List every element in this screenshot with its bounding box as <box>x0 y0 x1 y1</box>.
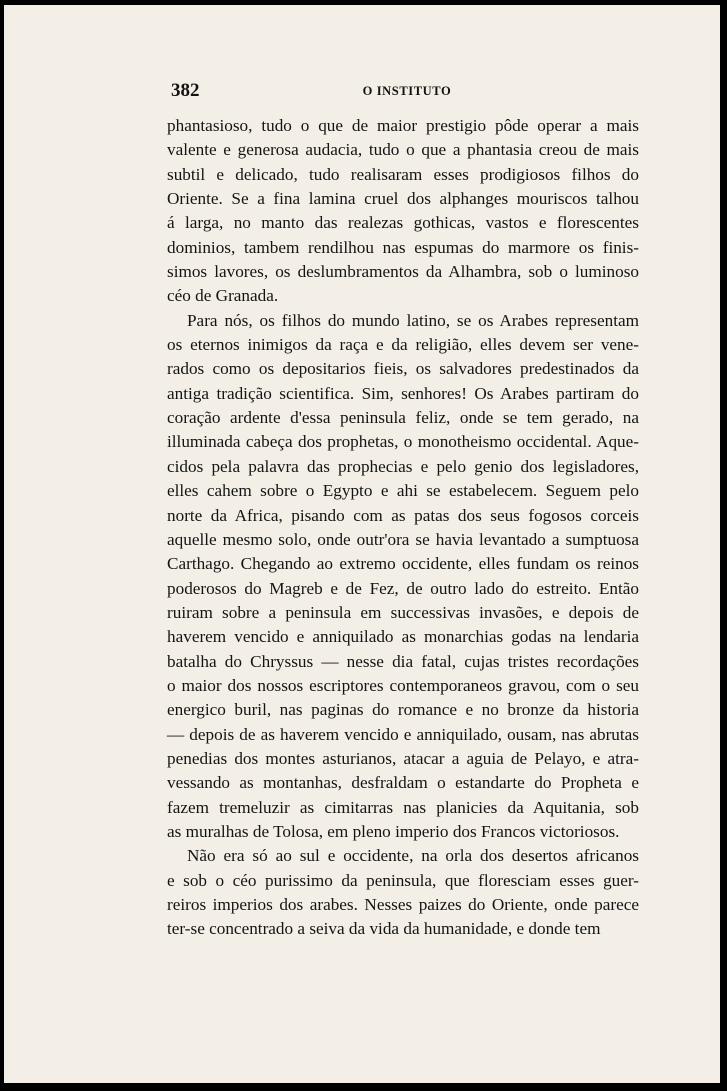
text-line: phantasioso, tudo o que de maior prestigio pôde operar a mais <box>167 116 639 135</box>
paragraph <box>167 309 639 845</box>
text-line: aquelle mesmo solo, onde outr'ora se havia levantado a sumptuosa <box>167 529 639 549</box>
text-line: á larga, no manto das realezas gothicas, vastos e florescentes <box>167 213 639 233</box>
text-line: haverem vencido e anniquilado as monarchias godas na lendaria <box>167 627 639 647</box>
text-line: rados como os depositarios fieis, os salvadores predestinados da <box>167 359 639 379</box>
text-line: e sob o céo purissimo da peninsula, que floresciam esses guer- <box>167 870 639 890</box>
text-line: energico buril, nas paginas do romance e no bronze da historia <box>167 700 639 720</box>
text-line: antiga tradição scientifica. Sim, senhores! Os Arabes partiram do <box>167 383 639 403</box>
text-line: Não era só ao sul e occidente, na orla dos desertos africanos <box>187 846 639 866</box>
text-line: céo de Granada. <box>167 286 279 306</box>
text-line: elles cahem sobre o Egypto e ahi se estabelecem. Seguem pelo <box>167 481 639 501</box>
text-line: ter-se concentrado a seiva da vida da humanidade, e donde tem <box>167 919 601 939</box>
text-line: norte da Africa, pisando com as patas dos seus fogosos corceis <box>167 505 639 525</box>
text-line: poderosos do Magreb e de Fez, de outro lado do estreito. Então <box>167 578 639 598</box>
text-line: vessando as montanhas, desfraldam o estandarte do Propheta e <box>167 773 639 793</box>
text-line: — depois de as haverem vencido e anniquilado, ousam, nas abrutas <box>167 724 639 744</box>
text-line: Oriente. Se a fina lamina cruel dos alphanges mouriscos talhou <box>167 189 639 209</box>
page-header <box>171 80 643 104</box>
text-line: illuminada cabeça dos prophetas, o monotheismo occidental. Aque- <box>167 432 639 452</box>
text-line: Para nós, os filhos do mundo latino, se os Arabes representam <box>187 310 639 330</box>
text-line: coração ardente d'essa peninsula feliz, onde se tem gerado, na <box>167 408 639 428</box>
paragraph <box>167 844 639 941</box>
running-title: O INSTITUTO <box>362 84 452 98</box>
page-number: 382 <box>171 80 200 101</box>
text-line: os eternos inimigos da raça e da religião, elles devem ser vene- <box>167 335 639 355</box>
text-line: batalha do Chryssus — nesse dia fatal, cujas tristes recordações <box>167 651 639 671</box>
text-line: penedias dos montes asturianos, atacar a aguia de Pelayo, e atra- <box>167 748 639 768</box>
text-line: subtil e delicado, tudo realisaram esses prodigiosos filhos do <box>167 164 639 184</box>
text-line: valente e generosa audacia, tudo o que a phantasia creou de mais <box>167 140 639 160</box>
text-line: reiros imperios dos arabes. Nesses paizes do Oriente, onde parece <box>167 895 639 914</box>
text-line: Carthago. Chegando ao extremo occidente, elles fundam os reinos <box>167 554 639 574</box>
text-line: simos lavores, os deslumbramentos da Alhambra, sob o luminoso <box>167 262 639 282</box>
text-line: ruiram sobre a peninsula em successivas invasões, e depois de <box>167 602 639 622</box>
text-line: o maior dos nossos escriptores contemporaneos gravou, com o seu <box>167 675 639 695</box>
text-line: cidos pela palavra das prophecias e pelo genio dos legisladores, <box>167 456 639 476</box>
text-line: fazem tremeluzir as cimitarras nas planicies da Aquitania, sob <box>167 797 639 817</box>
text-line: dominios, tambem rendilhou nas espumas do marmore os finis- <box>167 237 639 257</box>
paragraph <box>167 114 639 309</box>
body-text <box>167 114 639 942</box>
text-line: as muralhas de Tolosa, em pleno imperio dos Francos victoriosos. <box>167 821 620 841</box>
